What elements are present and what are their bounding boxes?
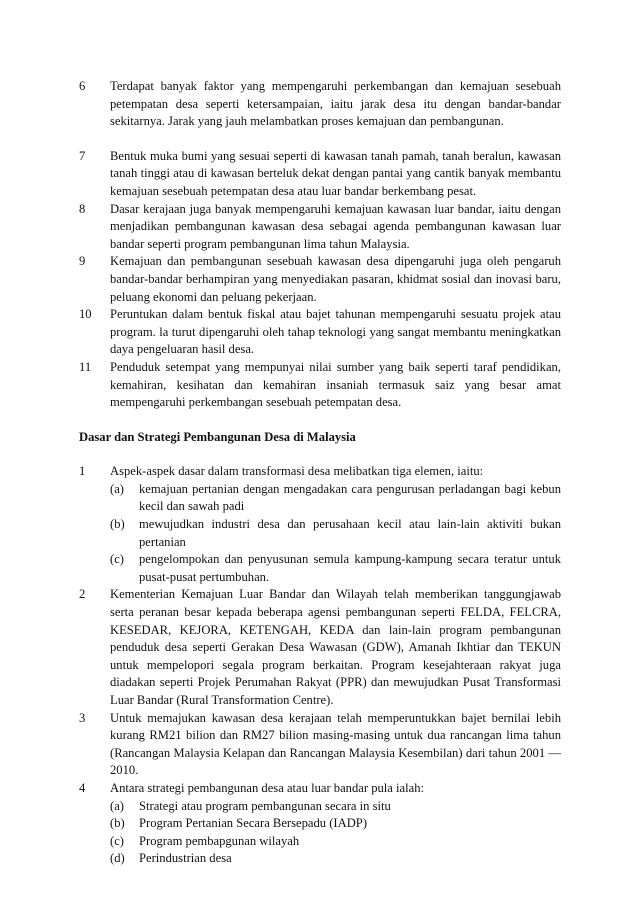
item-text: Antara strategi pembangunan desa atau luar bandar pula ialah:	[110, 780, 425, 795]
list-item-8	[79, 201, 561, 254]
item-text: Bentuk muka bumi yang sesuai seperti di kawasan tanah pamah, tanah beralun, kawasan tanah tinggi atau di kawasan berteluk dekat dengan pantai yang cantik banyak membantu kemajuan sesebuah petempatan desa atau luar bandar berkembang pesat.	[110, 148, 561, 198]
item-number: 2	[79, 587, 86, 602]
document-page	[79, 78, 561, 868]
sub-item-label: (d)	[110, 851, 125, 866]
sub-item-c	[110, 551, 561, 586]
sub-item-b	[110, 516, 561, 551]
sub-item-text: Program pembapgunan wilayah	[139, 833, 300, 848]
sub-item-label: (b)	[110, 816, 125, 831]
item-number: 7	[79, 148, 86, 163]
item-text: Peruntukan dalam bentuk fiskal atau bajet tahunan mempengaruhi sesuatu projek atau program. la turut dipengaruhi oleh tahap teknologi yang sangat membantu meningkatkan daya pengeluaran hasil desa.	[110, 307, 561, 357]
list-item-3	[79, 710, 561, 780]
item-text: Aspek-aspek dasar dalam transformasi desa melibatkan tiga elemen, iaitu:	[110, 464, 484, 479]
list-item-10	[79, 306, 561, 359]
sub-item-d	[110, 850, 561, 868]
item-text: Dasar kerajaan juga banyak mempengaruhi kemajuan kawasan luar bandar, iaitu dengan menjadikan pembangunan kawasan desa sebagai agenda pembangunan kawasan luar bandar seperti program pembangunan lima tahun Malaysia.	[110, 201, 561, 251]
sub-item-text: pengelompokan dan penyusunan semula kampung-kampung secara teratur untuk pusat-pusat pertumbuhan.	[139, 552, 561, 584]
sub-item-label: (a)	[110, 481, 124, 496]
item-number: 9	[79, 254, 86, 269]
list-item-11	[79, 359, 561, 412]
list-item-2	[79, 586, 561, 709]
item-number: 6	[79, 79, 86, 93]
item-number: 11	[79, 359, 92, 374]
list-item-9	[79, 253, 561, 306]
item-number: 10	[79, 307, 92, 322]
list-item-1	[79, 463, 561, 586]
list-item-6	[79, 78, 561, 131]
sub-item-text: Strategi atau program pembangunan secara in situ	[139, 798, 391, 813]
sub-item-text: kemajuan pertanian dengan mengadakan cara pengurusan perladangan bagi kebun kecil dan sawah padi	[139, 481, 561, 514]
list-item-4	[79, 780, 561, 868]
item-number: 1	[79, 464, 86, 479]
sub-item-b	[110, 815, 561, 833]
item-number: 8	[79, 201, 86, 216]
sub-item-c	[110, 833, 561, 851]
sub-item-label: (c)	[110, 833, 124, 848]
list-item-7	[79, 148, 561, 201]
sub-item-label: (a)	[110, 798, 124, 813]
section-heading: Dasar dan Strategi Pembangunan Desa di Malaysia	[79, 429, 356, 444]
sub-item-a	[110, 798, 561, 816]
item-text: Penduduk setempat yang mempunyai nilai sumber yang baik seperti taraf pendidikan, kemahiran, kesihatan dan kemahiran insaniah termasuk saiz yang besar amat mempengaruhi perkembangan sesebuah petempatan desa.	[110, 359, 561, 410]
sub-item-label: (b)	[110, 517, 125, 532]
sub-item-text: Perindustrian desa	[139, 851, 232, 866]
sub-item-a	[110, 481, 561, 516]
item-text: Untuk memajukan kawasan desa kerajaan telah memperuntukkan bajet bernilai lebih kurang RM21 bilion dan RM27 bilion masing-masing untuk dua rancangan lima tahun (Rancangan Malaysia Kelapan dan Rancangan Malaysia Kesembilan) dari tahun 2001 — 2010.	[110, 710, 561, 778]
item-text: Kementerian Kemajuan Luar Bandar dan Wilayah telah memberikan tanggungjawab serta peranan besar kepada beberapa agensi pembangunan seperti FELDA, FELCRA, KESEDAR, KEJORA, KETENGAH, KEDA dan lain-lain program pembangunan penduduk desa seperti Gerakan Desa Wawasan (GDW), Amanah Ikhtiar dan TEKUN untuk mempelopori segala program berkaitan. Program kesejahteraan rakyat juga diadakan seperti Projek Perumahan Rakyat (PPR) dan mewujudkan Pusat Transformasi Luar Bandar (Rural Transformation Centre).	[110, 587, 561, 707]
sub-item-text: Program Pertanian Secara Bersepadu (IADP)	[139, 816, 368, 831]
item-text: Kemajuan dan pembangunan sesebuah kawasan desa dipengaruhi juga oleh pengaruh bandar-bandar berhampiran yang menyediakan pasaran, khidmat sosial dan inovasi baru, peluang ekonomi dan peluang pekerjaan.	[110, 254, 561, 304]
item-text: Terdapat banyak faktor yang mempengaruhi perkembangan dan kemajuan sesebuah petempatan desa seperti ketersampaian, iaitu jarak desa itu dengan bandar-bandar sekitarnya. Jarak yang jauh melambatkan proses kemajuan dan pembangunan.	[110, 79, 561, 129]
item-number: 3	[79, 710, 86, 725]
sub-item-label: (c)	[110, 552, 124, 567]
sub-item-text: mewujudkan industri desa dan perusahaan kecil atau lain-lain aktiviti bukan pertanian	[139, 517, 561, 549]
item-number: 4	[79, 780, 86, 795]
